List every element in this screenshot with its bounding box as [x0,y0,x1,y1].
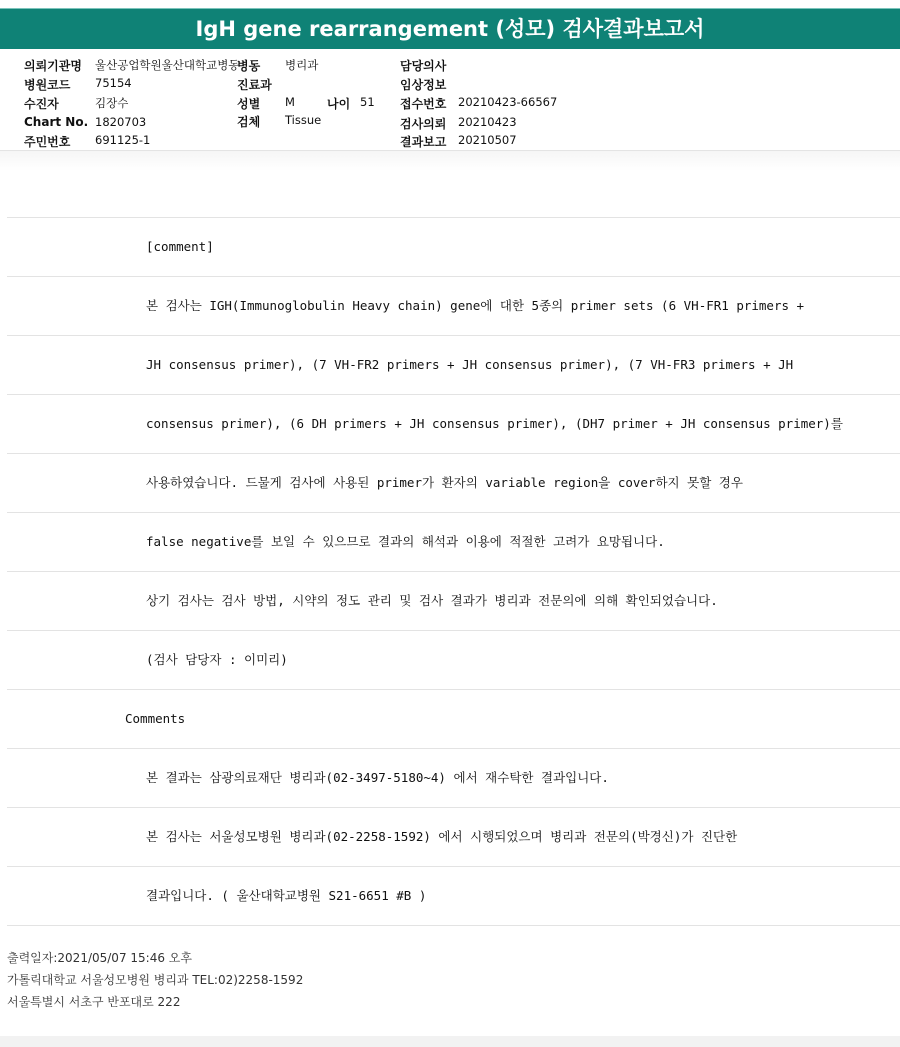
hospital-code-value: 75154 [95,76,132,90]
sex-label: 성별 [237,97,261,111]
age-value: 51 [360,95,375,109]
request-date-label: 검사의뢰 [400,117,447,131]
institution-value: 울산공업학원울산대학교병동 [95,58,240,72]
report-line [7,276,900,335]
patient-info-section [0,55,900,151]
report-line [7,512,900,571]
patient-label: 수진자 [24,97,59,111]
sex-value: M [285,95,295,109]
comments-heading-text: Comments [125,711,186,726]
report-line-text: 결과입니다. ( 울산대학교병원 S21-6651 #B ) [146,888,427,903]
report-line [7,630,900,689]
department-label: 진료과 [237,78,272,92]
report-line [7,453,900,512]
header-divider [0,150,900,171]
report-line-text: false negative를 보일 수 있으므로 결과의 해석과 이용에 적절한 고려가 요망됩니다. [146,534,665,549]
report-date-label: 결과보고 [400,135,447,149]
request-date-value: 20210423 [458,115,517,129]
report-line [7,866,900,926]
report-line [7,217,900,276]
clinical-info-label: 임상정보 [400,78,447,92]
footer-address: 서울특별시 서초구 반포대로 222 [7,995,181,1009]
doctor-label: 담당의사 [400,59,447,73]
report-line-text: 본 결과는 삼광의료재단 병리과(02-3497-5180~4) 에서 재수탁한 결과입니다. [146,770,609,785]
report-line-text: 본 검사는 IGH(Immunoglobulin Heavy chain) gene에 대한 5종의 primer sets (6 VH-FR1 primers + [146,298,805,313]
report-line [7,748,900,807]
print-date: 출력일자:2021/05/07 15:46 오후 [7,951,192,965]
report-title: IgH gene rearrangement (성모) 검사결과보고서 [0,8,900,49]
specimen-label: 검체 [237,115,261,129]
report-date-value: 20210507 [458,133,517,147]
footer-organization: 가톨릭대학교 서울성모병원 병리과 TEL:02)2258-1592 [7,973,304,987]
report-line-text: (검사 담당자 : 이미리) [146,652,288,667]
chart-no-value: 1820703 [95,115,147,129]
comments-heading [7,689,900,748]
report-line-text: consensus primer), (6 DH primers + JH consensus primer), (DH7 primer + JH consensus primer)를 [146,416,843,431]
report-line-text: 본 검사는 서울성모병원 병리과(02-2258-1592) 에서 시행되었으며 병리과 전문의(박경신)가 진단한 [146,829,738,844]
chart-no-label: Chart No. [24,115,89,129]
institution-label: 의뢰기관명 [24,59,82,73]
ward-label: 병동 [237,59,261,73]
report-line-text: JH consensus primer), (7 VH-FR2 primers + JH consensus primer), (7 VH-FR3 primers + JH [146,357,794,372]
report-body [7,217,900,926]
receipt-value: 20210423-66567 [458,95,558,109]
resident-no-label: 주민번호 [24,135,71,149]
report-footer [7,947,303,1013]
age-label: 나이 [327,97,351,111]
report-line-text: 상기 검사는 검사 방법, 시약의 정도 관리 및 검사 결과가 병리과 전문의에 의해 확인되었습니다. [146,593,718,608]
receipt-label: 접수번호 [400,97,447,111]
report-line [7,807,900,866]
report-line [7,571,900,630]
hospital-code-label: 병원코드 [24,78,71,92]
report-line [7,394,900,453]
report-line-text: [comment] [146,239,214,254]
ward-value: 병리과 [285,58,319,72]
specimen-value: Tissue [285,113,322,127]
patient-value: 김장수 [95,96,129,110]
resident-no-value: 691125-1 [95,133,151,147]
report-line [7,335,900,394]
report-line-text: 사용하였습니다. 드물게 검사에 사용된 primer가 환자의 variable region을 cover하지 못할 경우 [146,475,743,490]
